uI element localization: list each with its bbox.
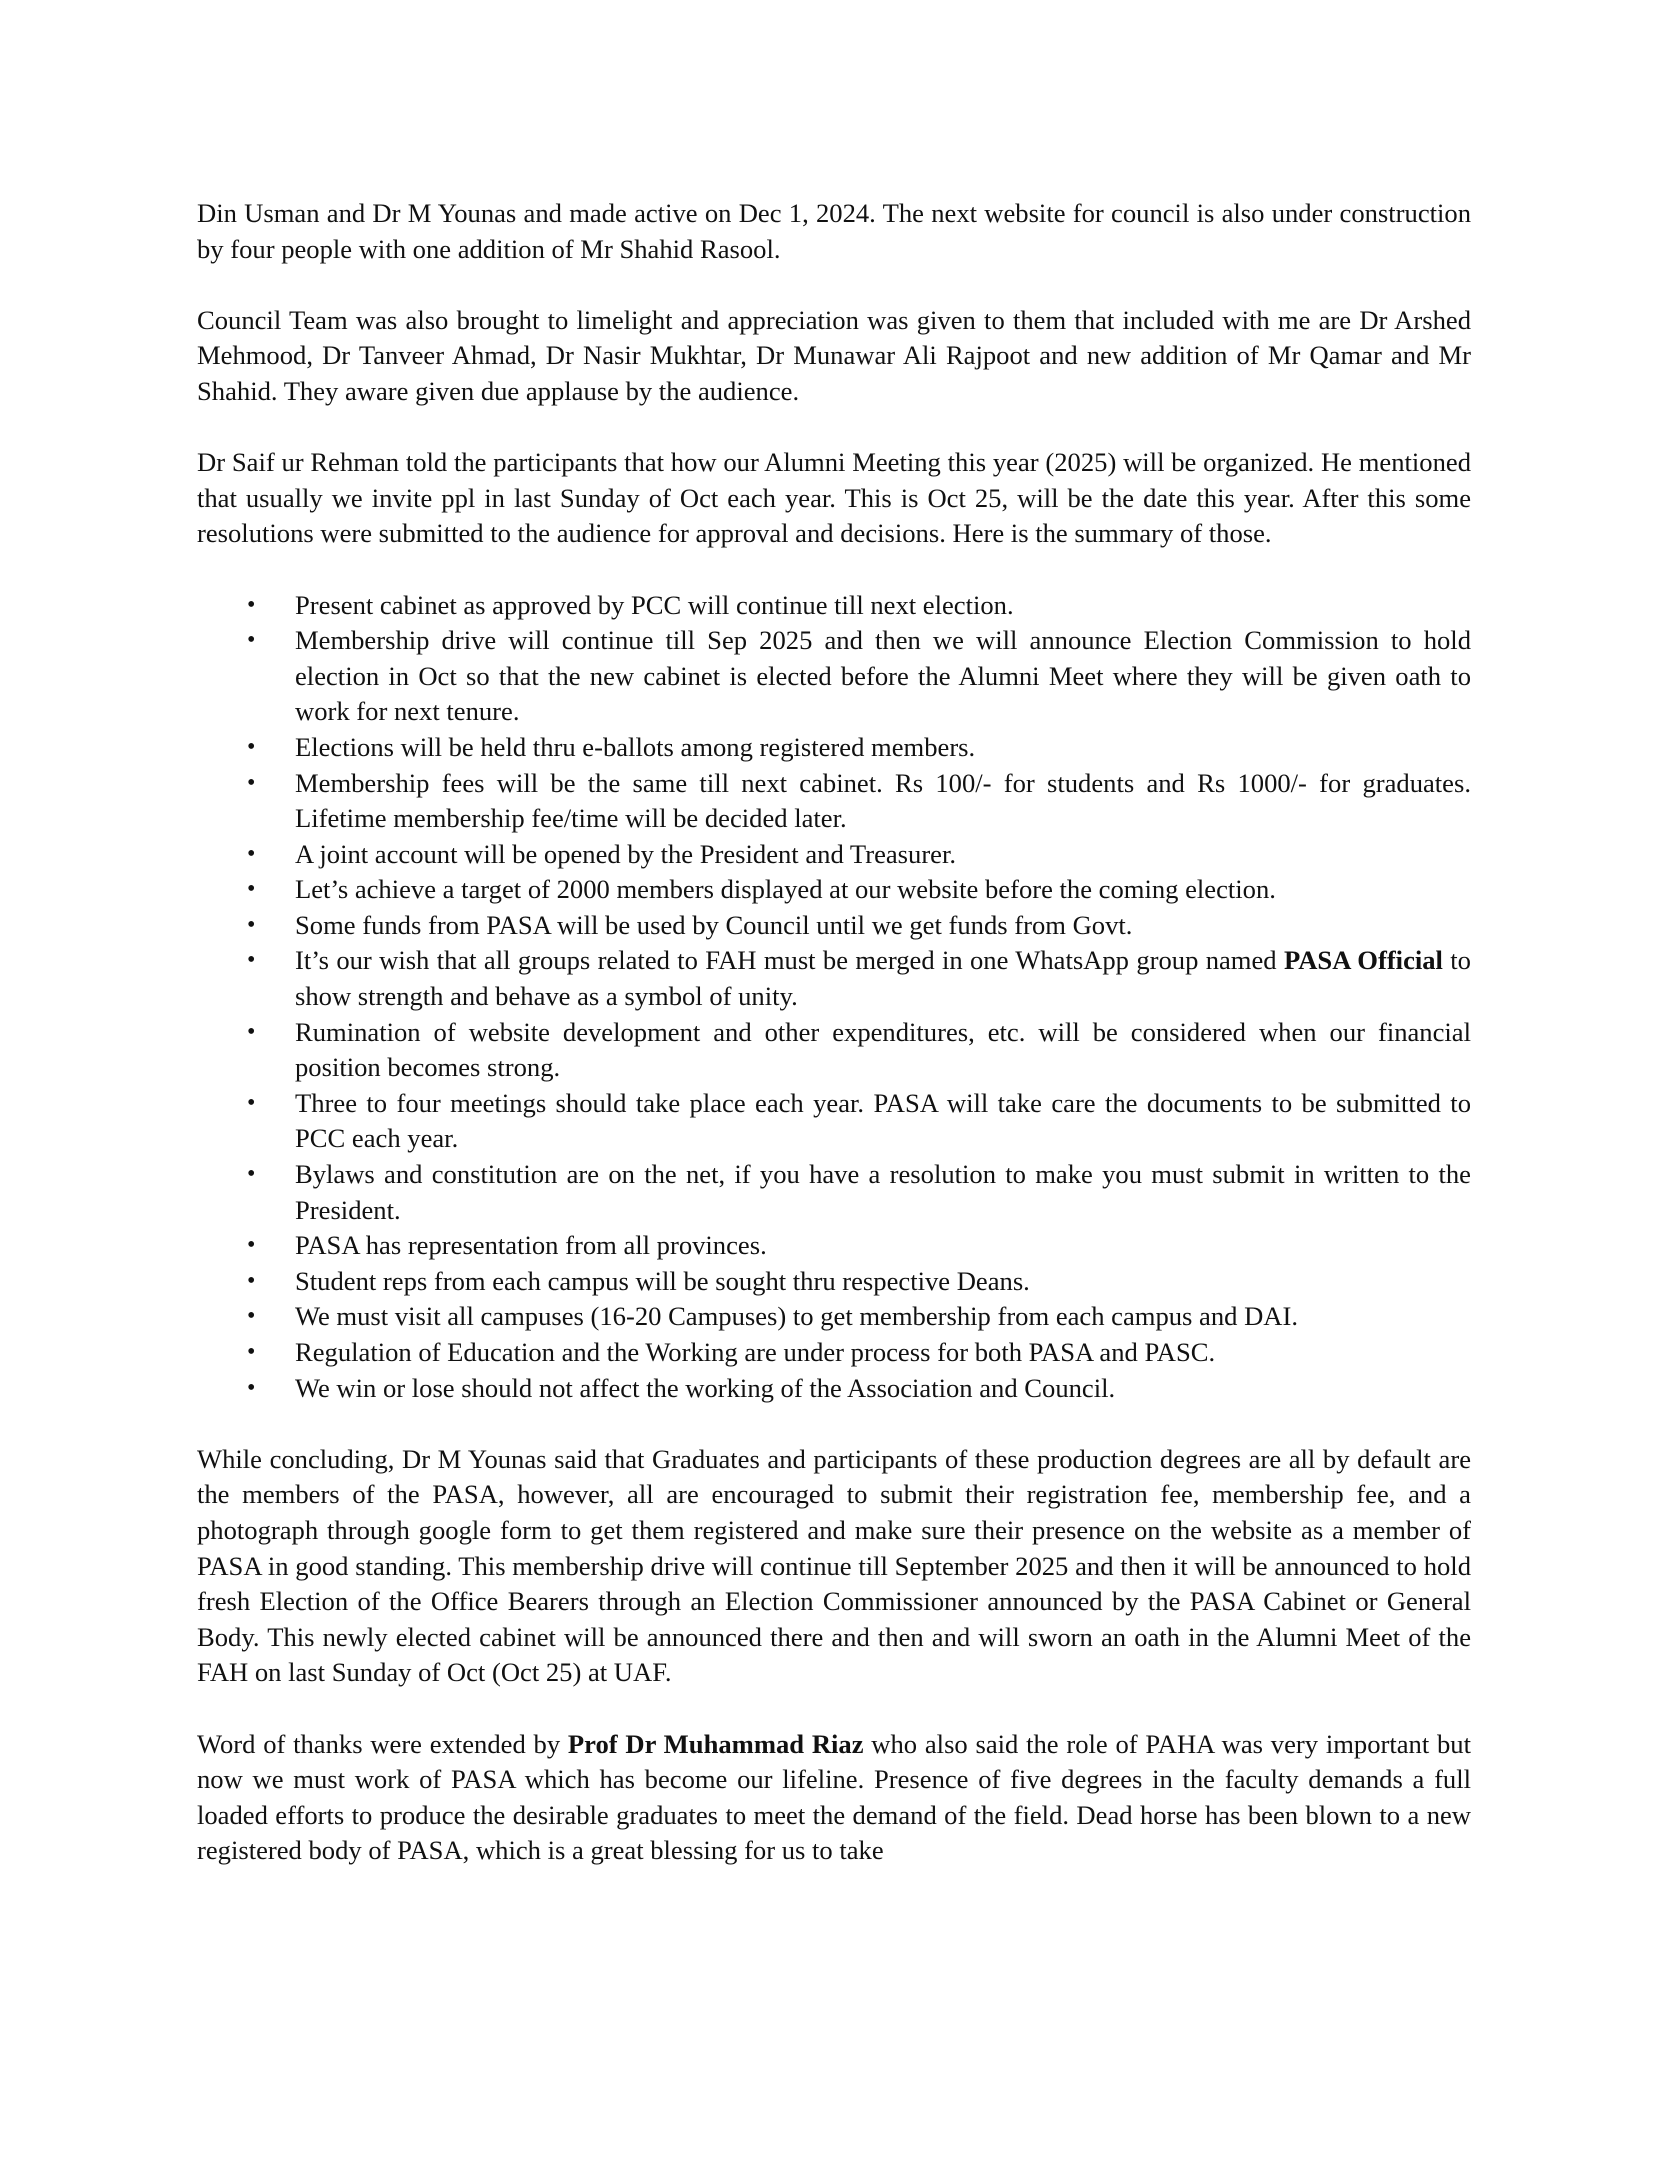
list-item-text: We win or lose should not affect the working of the Association and Council. — [295, 1372, 1116, 1403]
list-item — [197, 872, 1471, 908]
bullet-icon: • — [247, 733, 256, 760]
list-item — [197, 908, 1471, 944]
list-item-text: We must visit all campuses (16-20 Campuses) to get membership from each campus and DAI. — [295, 1301, 1299, 1332]
list-item-text: PASA has representation from all provinces. — [295, 1230, 767, 1261]
bullet-icon: • — [247, 1018, 256, 1045]
bullet-icon: • — [247, 947, 256, 974]
speaker-name: Prof Dr Muhammad Riaz — [567, 1728, 864, 1759]
list-item — [197, 730, 1471, 766]
list-item-text-before: It’s our wish that all groups related to FAH must be merged in one WhatsApp group named — [295, 945, 1284, 976]
bullet-icon: • — [247, 1303, 256, 1330]
bullet-icon: • — [247, 876, 256, 903]
list-item — [197, 588, 1471, 624]
bullet-icon: • — [247, 1339, 256, 1365]
list-item — [197, 1228, 1471, 1264]
list-item-text: Student reps from each campus will be sought thru respective Deans. — [295, 1265, 1030, 1296]
bullet-icon: • — [247, 627, 256, 654]
bullet-icon: • — [247, 1232, 256, 1259]
paragraph-alumni-meeting: Dr Saif ur Rehman told the participants that how our Alumni Meeting this year (2025) will be organized. He mentioned that usually we invite ppl in last Sunday of Oct each year. This is Oct 25, will be the date this year. After this some resolutions were submitted to the audience for approval and decisions. Here is the summary of those. — [197, 447, 1471, 549]
resolutions-list — [197, 588, 1471, 1407]
list-item — [197, 1264, 1471, 1300]
list-item — [197, 1371, 1471, 1407]
list-item-text: Elections will be held thru e-ballots among registered members. — [295, 731, 976, 762]
list-item — [197, 1157, 1471, 1228]
thanks-text-before: Word of thanks were extended by — [197, 1728, 568, 1759]
bullet-icon: • — [247, 1161, 256, 1188]
list-item — [197, 1086, 1471, 1157]
list-item — [197, 943, 1471, 1014]
list-item — [197, 837, 1471, 873]
bullet-icon: • — [247, 1374, 256, 1401]
list-item-text-after: to show strength and behave as a symbol of unity. — [295, 945, 1471, 1012]
list-item-text: Some funds from PASA will be used by Council until we get funds from Govt. — [295, 909, 1133, 940]
bullet-icon: • — [247, 769, 256, 796]
list-item — [197, 1335, 1471, 1371]
list-item-text: Let’s achieve a target of 2000 members displayed at our website before the coming election. — [295, 874, 1276, 905]
paragraph-council-team: Council Team was also brought to limelight and appreciation was given to them that included with me are Dr Arshed Mehmood, Dr Tanveer Ahmad, Dr Nasir Mukhtar, Dr Munawar Ali Rajpoot and new addition of Mr Qamar and Mr Shahid. They aware given due applause by the audience. — [197, 304, 1471, 406]
list-item-text: Three to four meetings should take place each year. PASA will take care the documents to be submitted to PCC each year. — [295, 1087, 1471, 1154]
thanks-text-after: who also said the role of PAHA was very important but now we must work of PASA which has become our lifeline. Presence of five degrees in the faculty demands a full loaded efforts to produce the desirable graduates to meet the demand of the field. Dead horse has been blown to a new registered body of PASA, which is a great blessing for us to take — [197, 1728, 1471, 1866]
list-item-text: Membership fees will be the same till next cabinet. Rs 100/- for students and Rs 1000/- for graduates. Lifetime membership fee/time will be decided later. — [295, 767, 1471, 834]
bullet-icon: • — [247, 591, 256, 618]
list-item-text: A joint account will be opened by the President and Treasurer. — [295, 838, 957, 869]
whatsapp-group-name: PASA Official — [1283, 945, 1443, 976]
paragraph-concluding: While concluding, Dr M Younas said that Graduates and participants of these production degrees are all by default are the members of the PASA, however, all are encouraged to submit their registration fee, membership fee, and a photograph through google form to get them registered and make sure their presence on the website as a member of PASA in good standing. This membership drive will continue till September 2025 and then it will be announced to hold fresh Election of the Office Bearers through an Election Commissioner announced by the PASA Cabinet or General Body. This newly elected cabinet will be announced there and then and will sworn an oath in the Alumni Meet of the FAH on last Sunday of Oct (Oct 25) at UAF. — [197, 1443, 1471, 1688]
list-item — [197, 623, 1471, 730]
list-item-text: Rumination of website development and other expenditures, etc. will be considered when our financial position becomes strong. — [295, 1016, 1471, 1083]
list-item-text: Present cabinet as approved by PCC will continue till next election. — [295, 589, 1014, 620]
paragraph-thanks — [197, 1727, 1471, 1869]
list-item — [197, 1015, 1471, 1086]
paragraph-website: Din Usman and Dr M Younas and made active on Dec 1, 2024. The next website for council is also under construction by four people with one addition of Mr Shahid Rasool. — [197, 198, 1471, 264]
list-item — [197, 1299, 1471, 1335]
bullet-icon: • — [247, 1089, 256, 1116]
document-page — [197, 196, 1471, 1905]
list-item-text: Membership drive will continue till Sep 2025 and then we will announce Election Commission to hold election in Oct so that the new cabinet is elected before the Alumni Meet where they will be given oath to work for next tenure. — [295, 625, 1471, 727]
bullet-icon: • — [247, 911, 256, 938]
bullet-icon: • — [247, 1267, 256, 1294]
list-item-text: Bylaws and constitution are on the net, if you have a resolution to make you must submit in written to the President. — [295, 1159, 1471, 1225]
bullet-icon: • — [247, 840, 256, 867]
list-item-text: Regulation of Education and the Working are under process for both PASA and PASC. — [295, 1337, 1216, 1367]
list-item — [197, 766, 1471, 837]
